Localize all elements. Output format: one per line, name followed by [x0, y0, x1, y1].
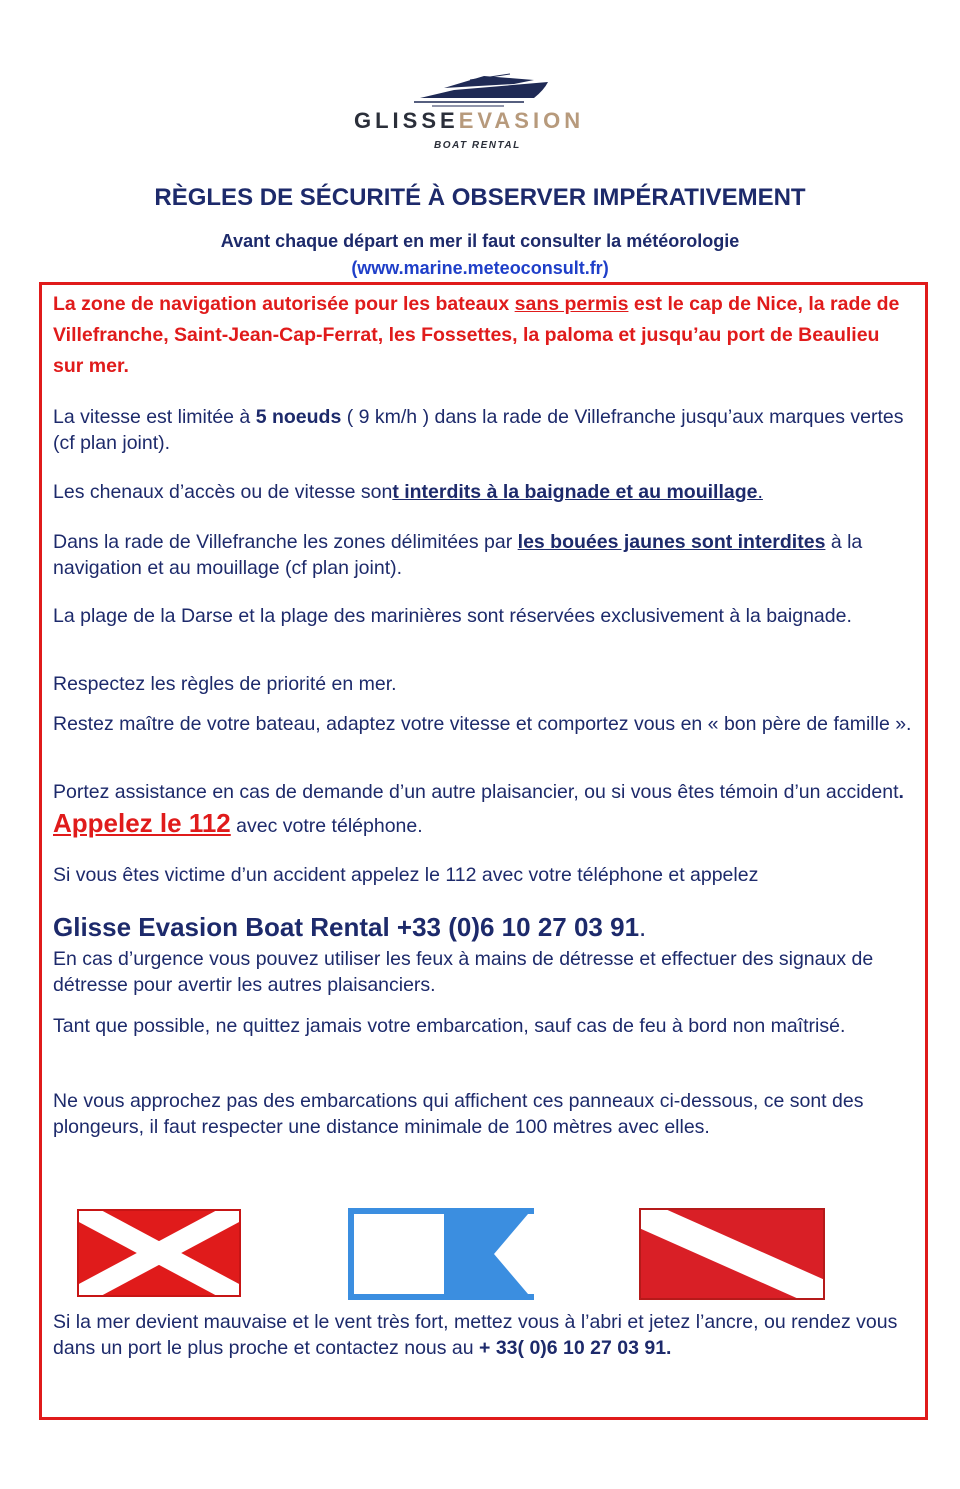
logo: [330, 64, 630, 154]
rule-zone: La zone de navigation autorisée pour les bateaux sans permis est le cap de Nice, la rade de Villefranche, Saint-Jean-Cap-Ferrat, les Fossettes, la paloma et jusqu’au port de Beaulieu sur mer.: [53, 293, 900, 377]
rule-weather: Si la mer devient mauvaise et le vent très fort, mettez vous à l’abri et jetez l’ancre, ou rendez vous dans un port le plus proche et contactez nous au + 33( 0)6 10 27 03 91.: [53, 1311, 898, 1359]
logo-word-glisse: GLISSE: [354, 108, 459, 133]
rule-assist: Portez assistance en cas de demande d’un autre plaisancier, ou si vous êtes témoin d’un accident. Appelez le 112 avec votre téléphone.: [53, 781, 904, 838]
red-diagonal-diver-flag-icon: [639, 1208, 825, 1300]
rule-priority: Respectez les règles de priorité en mer.: [53, 673, 397, 695]
page-subtitle: Avant chaque départ en mer il faut consulter la météorologie: [220, 231, 740, 251]
logo-subtitle: BOAT RENTAL: [434, 140, 521, 151]
red-white-x-flag-icon: [77, 1209, 241, 1297]
rule-channels: Les chenaux d’accès ou de vitesse sont interdits à la baignade et au mouillage.: [53, 481, 763, 503]
rule-victim: Si vous êtes victime d’un accident appelez le 112 avec votre téléphone et appelez: [53, 864, 759, 886]
weather-link[interactable]: (www.marine.meteoconsult.fr): [351, 258, 609, 278]
boat-icon: [414, 68, 550, 108]
rule-beaches: La plage de la Darse et la plage des marinières sont réservées exclusivement à la baignade.: [53, 605, 852, 627]
page-title: RÈGLES DE SÉCURITÉ À OBSERVER IMPÉRATIVEMENT: [154, 184, 806, 211]
logo-word-evasion: EVASION: [458, 108, 585, 133]
rule-urgency: En cas d’urgence vous pouvez utiliser les feux à mains de détresse et effectuer des signaux de détresse pour avertir les autres plaisanciers.: [53, 948, 874, 996]
rule-buoys: Dans la rade de Villefranche les zones délimitées par les bouées jaunes sont interdites à la navigation et au mouillage (cf plan joint).: [53, 531, 863, 579]
logo-wordmark: [354, 108, 584, 134]
contact-phone: Glisse Evasion Boat Rental +33 (0)6 10 27 03 91.: [53, 912, 647, 942]
alpha-diver-flag-icon: [348, 1208, 534, 1300]
call-112: Appelez le 112: [53, 808, 231, 838]
rule-stay: Tant que possible, ne quittez jamais votre embarcation, sauf cas de feu à bord non maîtrisé.: [53, 1015, 846, 1037]
rule-speed: La vitesse est limitée à 5 noeuds ( 9 km/h ) dans la rade de Villefranche jusqu’aux marques vertes (cf plan joint).: [53, 406, 904, 454]
rule-divers: Ne vous approchez pas des embarcations qui affichent ces panneaux ci-dessous, ce sont des plongeurs, il faut respecter une distance minimale de 100 mètres avec elles.: [53, 1090, 864, 1138]
rule-master: Restez maître de votre bateau, adaptez votre vitesse et comportez vous en « bon père de famille ».: [53, 713, 912, 735]
